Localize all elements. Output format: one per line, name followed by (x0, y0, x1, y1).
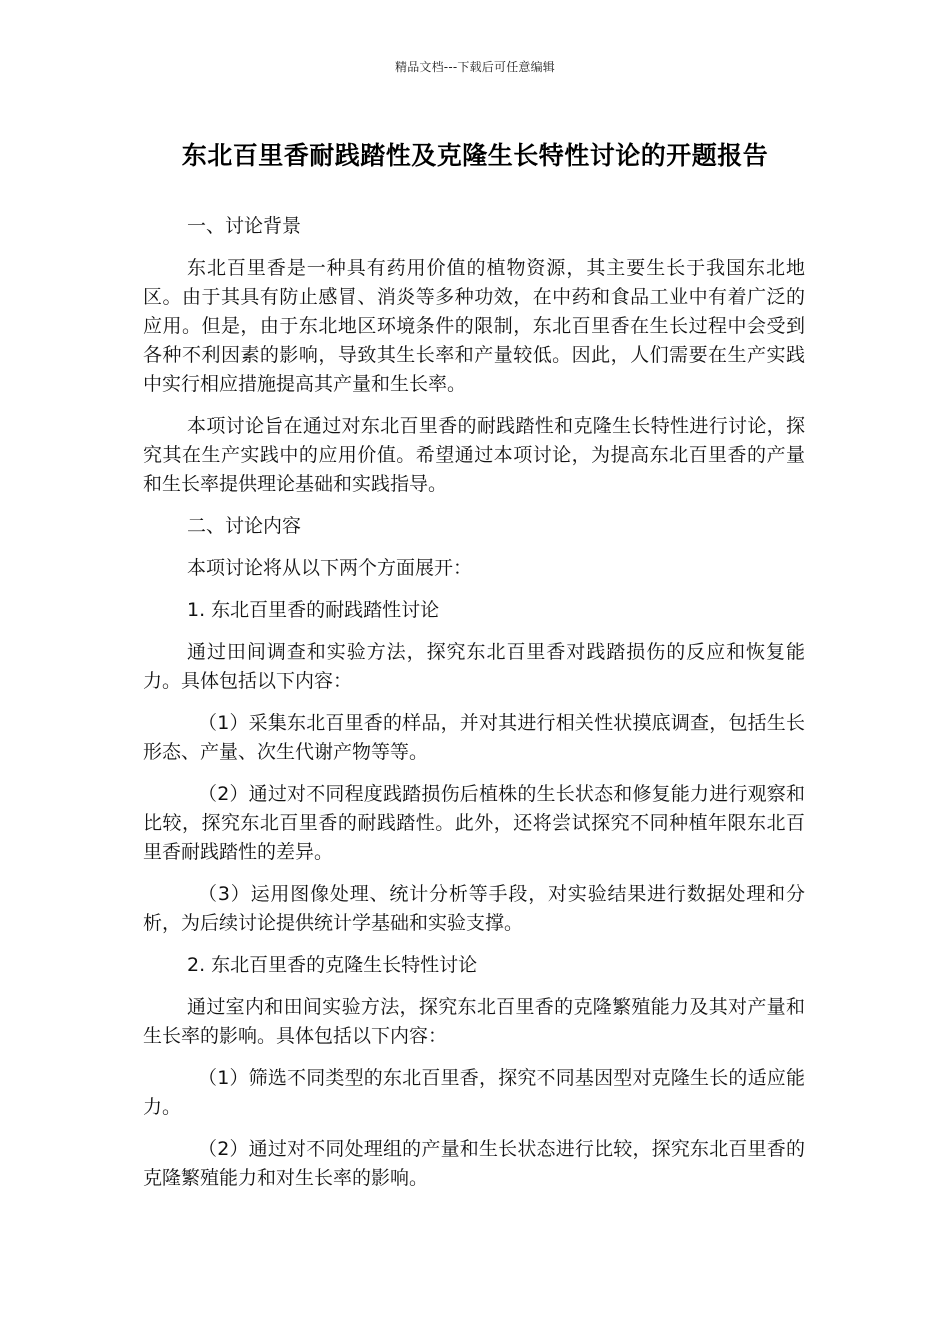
list-item-trampling-3: （3）运用图像处理、统计分析等手段，对实验结果进行数据处理和分析，为后续讨论提供统计学基础和实验支撑。 (143, 883, 805, 934)
subsection-heading-clonal: 2. 东北百里香的克隆生长特性讨论 (187, 954, 478, 976)
header-note: 精品文档---下载后可任意编辑 (395, 60, 555, 74)
paragraph-background-2: 本项讨论旨在通过对东北百里香的耐践踏性和克隆生长特性进行讨论，探究其在生产实践中的应用价值。希望通过本项讨论，为提高东北百里香的产量和生长率提供理论基础和实践指导。 (143, 415, 805, 495)
section-heading-content: 二、讨论内容 (187, 515, 302, 537)
list-item-clonal-2: （2）通过对不同处理组的产量和生长状态进行比较，探究东北百里香的克隆繁殖能力和对生长率的影响。 (143, 1138, 805, 1189)
section-heading-background: 一、讨论背景 (187, 215, 302, 237)
document-title: 东北百里香耐践踏性及克隆生长特性讨论的开题报告 (181, 141, 769, 170)
list-item-clonal-1: （1）筛选不同类型的东北百里香，探究不同基因型对克隆生长的适应能力。 (143, 1067, 805, 1118)
paragraph-content-intro: 本项讨论将从以下两个方面展开： (187, 557, 473, 579)
list-item-trampling-1: （1）采集东北百里香的样品，并对其进行相关性状摸底调查，包括生长形态、产量、次生代谢产物等等。 (143, 712, 805, 763)
paragraph-background-1: 东北百里香是一种具有药用价值的植物资源，其主要生长于我国东北地区。由于其具有防止感冒、消炎等多种功效，在中药和食品工业中有着广泛的应用。但是，由于东北地区环境条件的限制，东北百里香在生长过程中会受到各种不利因素的影响，导致其生长率和产量较低。因此，人们需要在生产实践中实行相应措施提高其产量和生长率。 (143, 257, 805, 395)
document-body (143, 212, 805, 1206)
paragraph-trampling-intro: 通过田间调查和实验方法，探究东北百里香对践踏损伤的反应和恢复能力。具体包括以下内容： (143, 641, 805, 692)
subsection-heading-trampling: 1. 东北百里香的耐践踏性讨论 (187, 599, 440, 621)
paragraph-clonal-intro: 通过室内和田间实验方法，探究东北百里香的克隆繁殖能力及其对产量和生长率的影响。具体包括以下内容： (143, 996, 805, 1047)
list-item-trampling-2: （2）通过对不同程度践踏损伤后植株的生长状态和修复能力进行观察和比较，探究东北百里香的耐践踏性。此外，还将尝试探究不同种植年限东北百里香耐践踏性的差异。 (143, 783, 805, 863)
